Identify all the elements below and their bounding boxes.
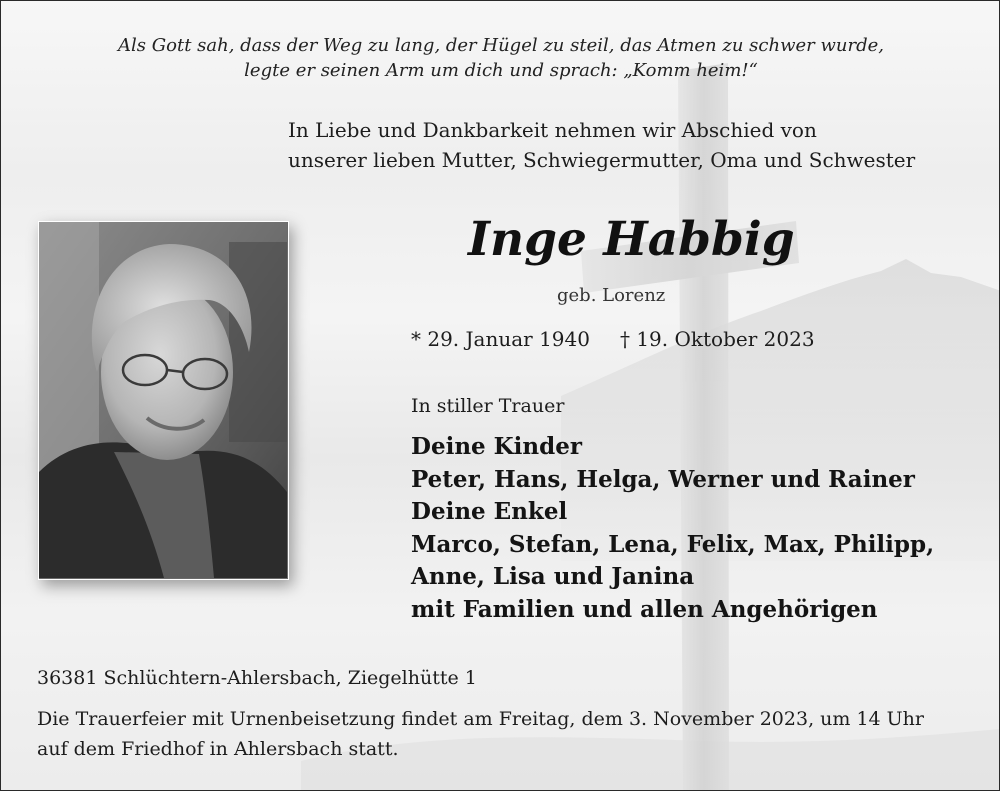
ceremony-line-1: Die Trauerfeier mit Urnenbeisetzung findet am Freitag, dem 3. November 2023, um 14 Uhr	[37, 708, 924, 730]
deceased-name: Inge Habbig	[468, 212, 795, 267]
portrait-illustration	[39, 222, 287, 578]
death-date: † 19. Oktober 2023	[619, 327, 815, 351]
birth-date: * 29. Januar 1940	[411, 327, 590, 351]
farewell-intro	[288, 115, 915, 175]
intro-line-1: In Liebe und Dankbarkeit nehmen wir Abschied von	[288, 118, 817, 142]
quote-line-2: legte er seinen Arm um dich und sprach: „Komm heim!“	[244, 60, 758, 81]
mourners-list	[411, 431, 934, 626]
mourner-line: Anne, Lisa und Janina	[411, 563, 695, 590]
intro-line-2: unserer lieben Mutter, Schwiegermutter, Oma und Schwester	[288, 148, 916, 172]
birth-name: geb. Lorenz	[557, 285, 666, 306]
ceremony-line-2: auf dem Friedhof in Ahlersbach statt.	[37, 738, 399, 760]
mourners-heading: In stiller Trauer	[411, 395, 565, 417]
portrait-photo	[38, 221, 289, 580]
mourner-line: mit Familien und allen Angehörigen	[411, 595, 878, 623]
life-dates	[411, 325, 815, 353]
mourner-line: Marco, Stefan, Lena, Felix, Max, Philipp,	[411, 530, 935, 558]
ceremony-info	[37, 704, 924, 764]
mourner-line: Deine Kinder	[411, 433, 582, 460]
mourner-line: Deine Enkel	[411, 498, 568, 525]
quote-text	[1, 33, 1000, 83]
family-address: 36381 Schlüchtern-Ahlersbach, Ziegelhütte 1	[37, 667, 477, 689]
quote-line-1: Als Gott sah, dass der Weg zu lang, der Hügel zu steil, das Atmen zu schwer wurde,	[118, 35, 884, 56]
mourner-line: Peter, Hans, Helga, Werner und Rainer	[411, 465, 915, 493]
